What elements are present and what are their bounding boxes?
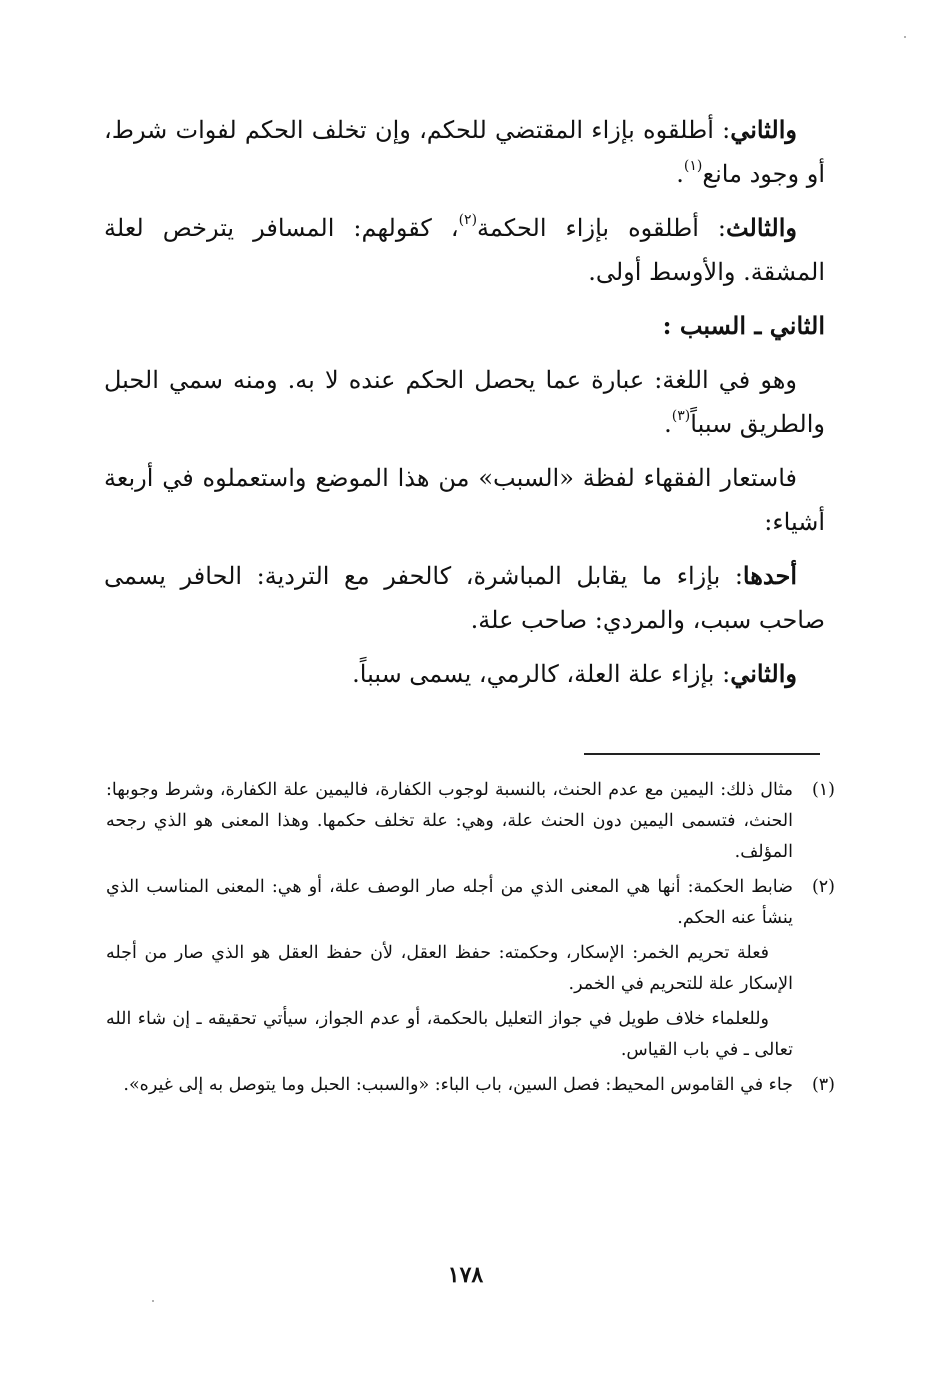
footnote-ref: (٢) <box>458 212 478 228</box>
section-heading: الثاني ـ السبب : <box>662 311 825 340</box>
footnote-text: وللعلماء خلاف طويل في جواز التعليل بالحكمة، أو عدم الجواز، سيأتي تحقيقه ـ إن شاء الله تعالى ـ في باب القياس. <box>106 1009 793 1060</box>
footnote-3 <box>106 1070 835 1101</box>
page-number: ١٧٨ <box>447 1262 484 1288</box>
footnotes <box>106 775 835 1105</box>
lead-word: والثالث <box>725 213 797 242</box>
paragraph-four-uses <box>104 456 825 544</box>
lead-word: والثاني <box>730 659 797 688</box>
footnote-number: (٣) <box>811 1075 835 1095</box>
paragraph-second-use <box>104 652 825 696</box>
paragraph-second-meaning <box>104 108 825 196</box>
paragraph-end: . <box>676 160 684 188</box>
scan-speck <box>152 1300 154 1302</box>
paragraph-end: ، كقولهم: المسافر يترخص لعلة المشقة. والأوسط أولى. <box>104 214 825 286</box>
main-text <box>104 108 825 706</box>
paragraph-text: : أطلقوه بإزاء الحكمة <box>477 214 726 242</box>
footnote-text: ضابط الحكمة: أنها هي المعنى الذي من أجله صار الوصف علة، أو هي: المعنى المناسب الذي ينشأ عنه الحكم. <box>106 877 793 928</box>
footnote-1 <box>106 775 835 868</box>
footnote-text: فعلة تحريم الخمر: الإسكار، وحكمته: حفظ العقل، لأن حفظ العقل هو الذي صار من أجله الإسكار علة للتحريم في الخمر. <box>106 943 793 994</box>
paragraph-text: : بإزاء ما يقابل المباشرة، كالحفر مع التردية: الحافر يسمى صاحب سبب، والمردي: صاحب علة. <box>104 562 825 634</box>
scan-speck <box>904 36 906 38</box>
footnote-2 <box>106 872 835 1066</box>
footnote-number: (٢) <box>811 877 835 897</box>
lead-word: أحدها <box>742 561 797 590</box>
footnote-number: (١) <box>811 780 835 800</box>
paragraph-text: : بإزاء علة العلة، كالرمي، يسمى سبباً. <box>352 660 731 688</box>
footnote-ref: (٣) <box>671 408 691 424</box>
footnote-divider <box>584 753 820 755</box>
paragraph-text: فاستعار الفقهاء لفظة «السبب» من هذا الموضع واستعملوه في أربعة أشياء: <box>104 464 825 536</box>
paragraph-third-meaning <box>104 206 825 294</box>
footnote-text: مثال ذلك: اليمين مع عدم الحنث، بالنسبة لوجوب الكفارة، فاليمين علة الكفارة، وشرط وجوبها: الحنث، فتسمى اليمين دون الحنث علة، وهي: علة تخلف حكمها. وهذا المعنى هو الذي رجحه المؤلف. <box>106 780 793 862</box>
paragraph-text: : أطلقوه بإزاء المقتضي للحكم، وإن تخلف الحكم لفوات شرط، أو وجود مانع <box>104 116 825 188</box>
paragraph-text: وهو في اللغة: عبارة عما يحصل الحكم عنده لا به. ومنه سمي الحبل والطريق سبباً <box>104 366 825 438</box>
footnote-text: جاء في القاموس المحيط: فصل السين، باب الباء: «والسبب: الحبل وما يتوصل به إلى غيره». <box>123 1075 793 1095</box>
footnote-ref: (١) <box>683 158 703 174</box>
lead-word: والثاني <box>730 115 797 144</box>
paragraph-first-use <box>104 554 825 642</box>
paragraph-end: . <box>664 410 672 438</box>
paragraph-sabab-definition <box>104 358 825 446</box>
